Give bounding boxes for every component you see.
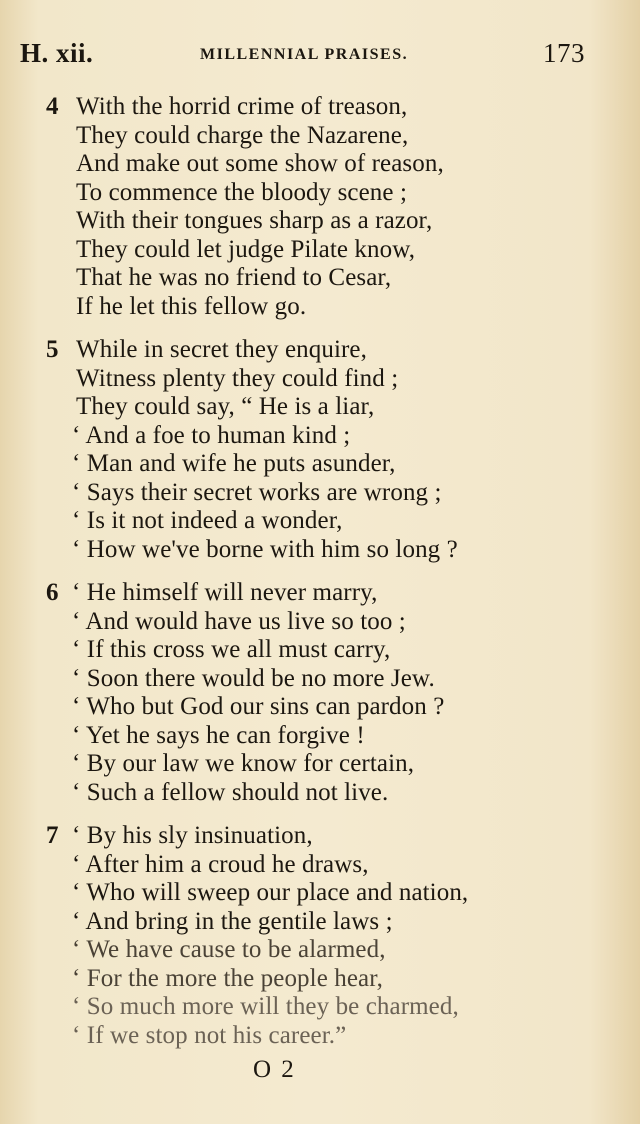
stanza-number: 7 [46, 822, 59, 849]
running-title: MILLENNIAL PRAISES. [200, 46, 409, 63]
verse-line: ‘ How we've borne with him so long ? [72, 536, 458, 563]
hymn-reference: H. xii. [20, 38, 94, 68]
verse-line: ‘ By our law we know for certain, [72, 750, 415, 777]
verse-line: ‘ By his sly insinuation, [72, 822, 313, 849]
running-header [0, 38, 640, 78]
stanza-number: 4 [46, 93, 59, 120]
signature-mark: O 2 [253, 1056, 296, 1083]
verse-line: To commence the bloody scene ; [76, 179, 408, 206]
verse-line: ‘ And a foe to human kind ; [72, 422, 351, 449]
stanza-number: 6 [46, 579, 59, 606]
verse-line: ‘ Is it not indeed a wonder, [72, 507, 343, 534]
verse-line: ‘ So much more will they be charmed, [72, 993, 459, 1020]
verse-line: Witness plenty they could find ; [76, 365, 399, 392]
verse-line: ‘ Such a fellow should not live. [72, 779, 389, 806]
verse-line: They could say, “ He is a liar, [76, 393, 375, 420]
verse-line: ‘ Says their secret works are wrong ; [72, 479, 442, 506]
verse-line: With the horrid crime of treason, [76, 93, 408, 120]
verse-line: ‘ Soon there would be no more Jew. [72, 665, 435, 692]
verse-line: While in secret they enquire, [76, 336, 367, 363]
verse-line: ‘ Who will sweep our place and nation, [72, 879, 469, 906]
verse-line: And make out some show of reason, [76, 150, 444, 177]
page-number: 173 [543, 38, 585, 68]
verse-line: ‘ Man and wife he puts asunder, [72, 450, 396, 477]
verse-line: ‘ He himself will never marry, [72, 579, 378, 606]
verse-line: ‘ If this cross we all must carry, [72, 636, 391, 663]
verse-line: With their tongues sharp as a razor, [76, 207, 433, 234]
stanza-number: 5 [46, 336, 59, 363]
verse-line: They could charge the Nazarene, [76, 122, 409, 149]
verse-line: ‘ And would have us live so too ; [72, 608, 406, 635]
verse-line: ‘ Yet he says he can forgive ! [72, 722, 365, 749]
verse-line: ‘ After him a croud he draws, [72, 851, 369, 878]
verse-line: ‘ And bring in the gentile laws ; [72, 908, 393, 935]
verse-line: ‘ For the more the people hear, [72, 965, 384, 992]
verse-line: If he let this fellow go. [76, 293, 307, 320]
verse-line: That he was no friend to Cesar, [76, 264, 392, 291]
verse-line: ‘ Who but God our sins can pardon ? [72, 693, 445, 720]
verse-line: ‘ We have cause to be alarmed, [72, 936, 386, 963]
verse-line: ‘ If we stop not his career.” [72, 1022, 347, 1049]
verse-line: They could let judge Pilate know, [76, 236, 416, 263]
